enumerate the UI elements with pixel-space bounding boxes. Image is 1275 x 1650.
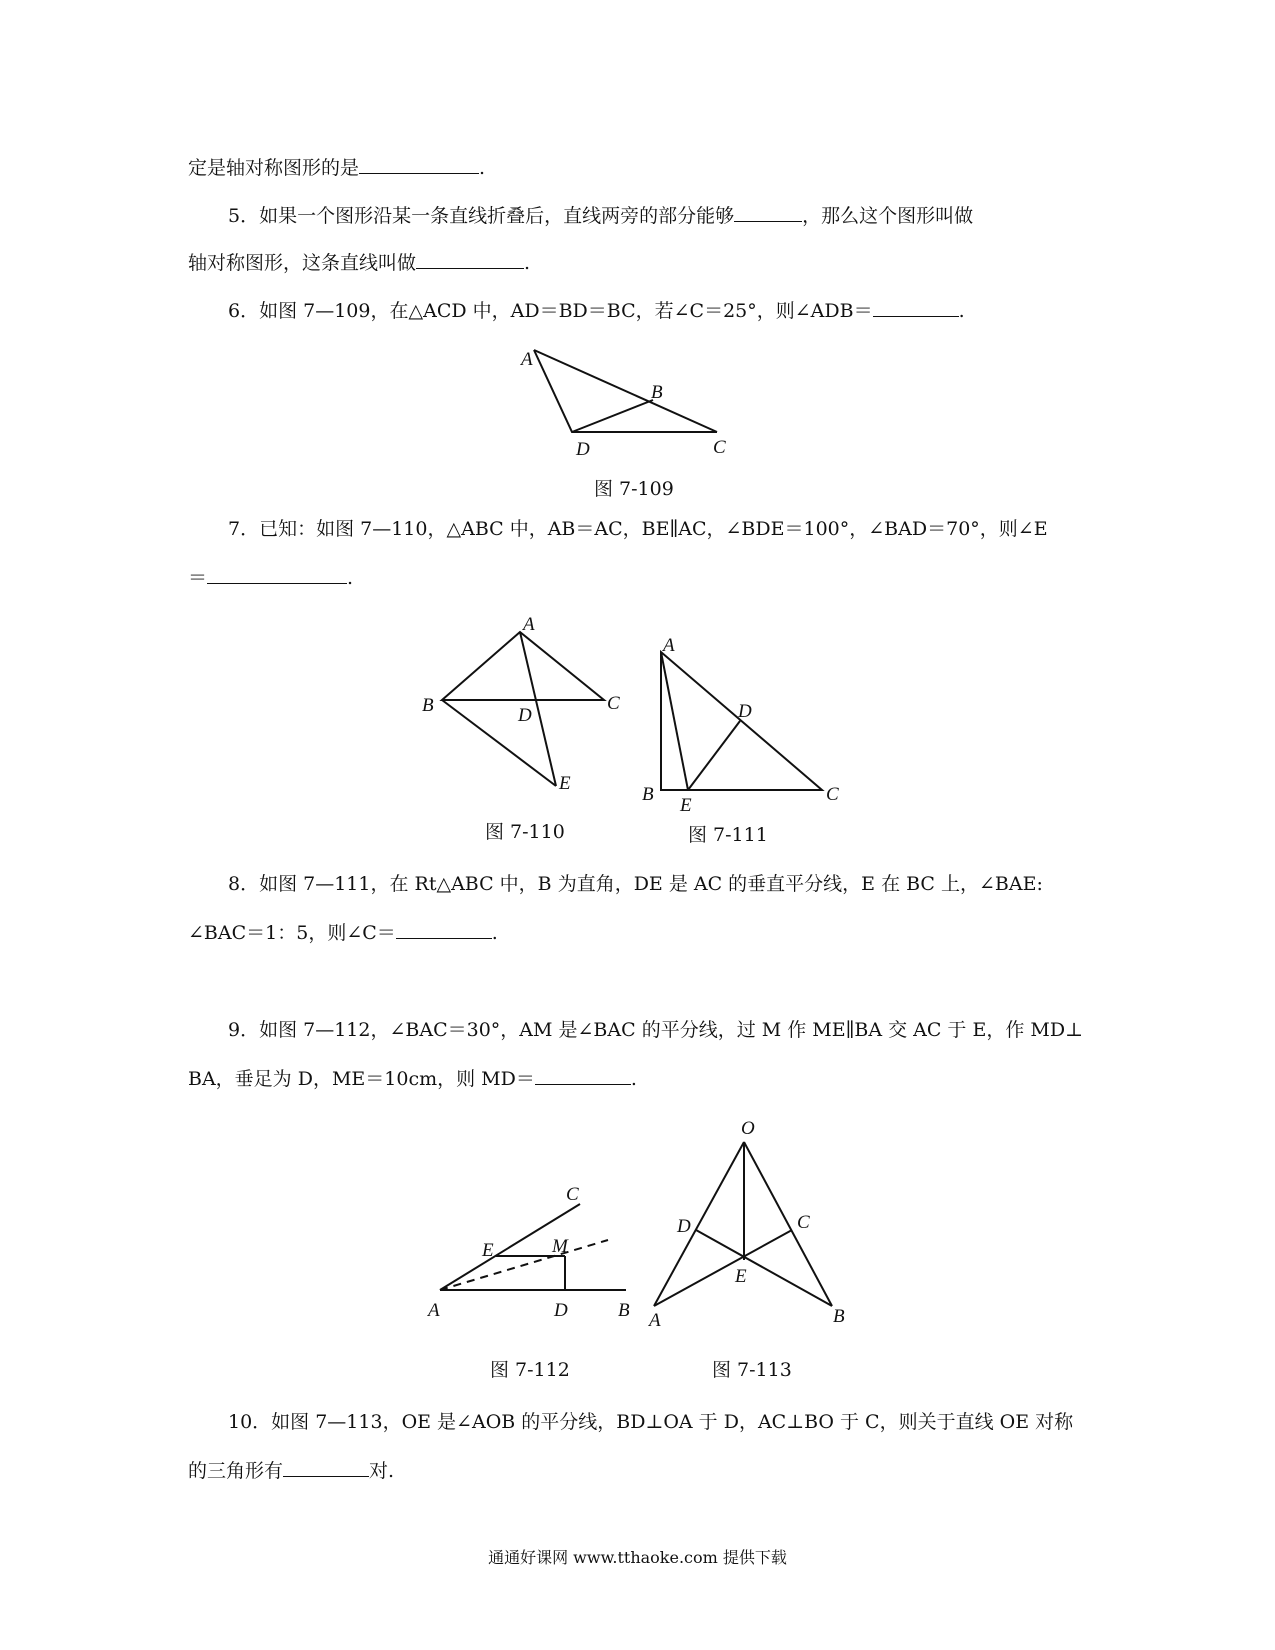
- q9-end: .: [630, 1068, 637, 1090]
- fig112-label-c: C: [566, 1184, 579, 1205]
- q5-text-b: ，那么这个图形叫做: [802, 205, 974, 227]
- q6-text: 6．如图 7—109，在△ACD 中，AD＝BD＝BC，若∠C＝25°，则∠ADB＝: [228, 300, 873, 322]
- fig113-label-d: D: [677, 1216, 691, 1237]
- q10-line2: [188, 1458, 394, 1483]
- fig112-label-e: E: [482, 1240, 494, 1261]
- q10-line1: [228, 1410, 1073, 1434]
- fig113-label-c: C: [797, 1212, 810, 1233]
- q5-text-a: 5．如果一个图形沿某一条直线折叠后，直线两旁的部分能够: [228, 205, 735, 227]
- q5-end: .: [524, 252, 531, 274]
- fig109-label-d: D: [576, 439, 590, 460]
- q10-text: 10．如图 7—113，OE 是∠AOB 的平分线，BD⊥OA 于 D，AC⊥BO 于 C，则关于直线 OE 对称: [228, 1411, 1074, 1433]
- fig110-label-b: B: [422, 695, 434, 716]
- q6-end: .: [958, 300, 965, 322]
- fig112-caption: 图 7-112: [490, 1359, 570, 1381]
- q5-text-c: 轴对称图形，这条直线叫做: [188, 252, 417, 274]
- fig110-label-d: D: [518, 705, 532, 726]
- page-footer: 通通好课网 www.tthaoke.com 提供下载: [488, 1548, 787, 1567]
- fig111-label-b: B: [642, 784, 654, 805]
- fig109-label-b: B: [651, 382, 663, 403]
- fig113-label-e: E: [735, 1266, 747, 1287]
- fig113-label-o: O: [741, 1118, 755, 1139]
- fig112-label-b: B: [618, 1300, 630, 1321]
- q7-end: .: [347, 567, 354, 589]
- fig111-label-d: D: [738, 701, 752, 722]
- fig112-label-m: M: [552, 1236, 568, 1257]
- fig110-label-c: C: [607, 693, 620, 714]
- q9-text: 9．如图 7—112，∠BAC＝30°，AM 是∠BAC 的平分线，过 M 作 ME∥BA 交 AC 于 E，作 MD⊥: [228, 1019, 1083, 1041]
- fig113-label-b: B: [833, 1306, 845, 1327]
- fig110-caption: 图 7-110: [485, 821, 565, 843]
- fig111-label-e: E: [680, 795, 692, 816]
- q10-blank: [283, 1458, 369, 1477]
- fig113-caption: 图 7-113: [712, 1359, 792, 1381]
- fig111-label-c: C: [826, 784, 839, 805]
- fig112-label-d: D: [554, 1300, 568, 1321]
- q8-text: 8．如图 7—111，在 Rt△ABC 中，B 为直角，DE 是 AC 的垂直平分线，E 在 BC 上，∠BAE:: [228, 873, 1043, 895]
- fig111-label-a: A: [663, 635, 675, 656]
- q4-tail-text: 定是轴对称图形的是: [188, 157, 360, 179]
- q7-text: 7．已知：如图 7—110，△ABC 中，AB＝AC，BE∥AC，∠BDE＝100°，∠BAD＝70°，则∠E: [228, 518, 1048, 540]
- q10-text-c: 对.: [369, 1460, 395, 1482]
- q10-text-b: 的三角形有: [188, 1460, 284, 1482]
- fig111-caption: 图 7-111: [688, 824, 768, 846]
- q8-end: .: [491, 922, 498, 944]
- q9-text-b: BA，垂足为 D，ME＝10cm，则 MD＝: [188, 1068, 535, 1090]
- fig109-label-a: A: [521, 349, 533, 370]
- fig113-label-a: A: [649, 1310, 661, 1331]
- fig109-label-c: C: [713, 437, 726, 458]
- fig110-label-a: A: [523, 614, 535, 635]
- q8-text-b: ∠BAC＝1：5，则∠C＝: [188, 922, 396, 944]
- fig110-label-e: E: [559, 773, 571, 794]
- q4-end: .: [479, 157, 486, 179]
- q7-text-b: ＝: [188, 567, 208, 589]
- fig109-caption: 图 7-109: [594, 478, 674, 500]
- fig112-label-a: A: [428, 1300, 440, 1321]
